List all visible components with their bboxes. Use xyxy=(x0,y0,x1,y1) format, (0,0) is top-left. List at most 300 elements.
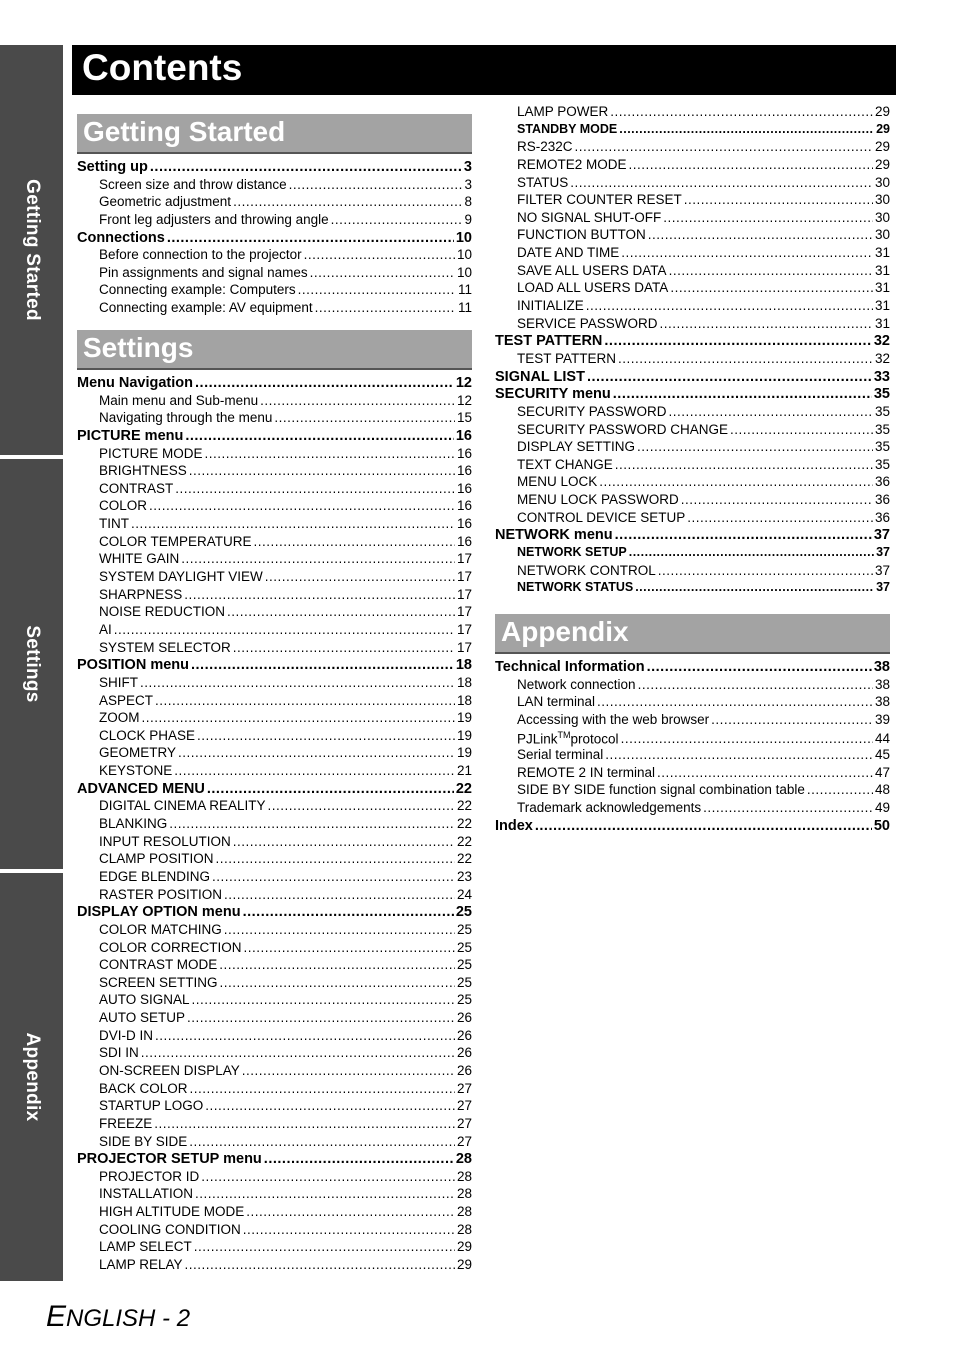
toc-entry-page: 29 xyxy=(874,156,890,172)
toc-entry[interactable] xyxy=(77,498,472,516)
toc-entry[interactable] xyxy=(77,1010,472,1028)
toc-dot-leader xyxy=(219,957,455,972)
toc-entry-title: DATE AND TIME xyxy=(517,245,620,261)
toc-entry-title: POSITION menu xyxy=(77,657,189,674)
toc-dot-leader xyxy=(174,763,455,778)
toc-entry-title: REMOTE 2 IN terminal xyxy=(517,764,656,780)
toc-entry[interactable] xyxy=(77,1116,472,1134)
toc-entry[interactable] xyxy=(77,1028,472,1046)
toc-entry[interactable] xyxy=(77,922,472,940)
toc-dot-leader xyxy=(207,781,454,797)
toc-entry-title: Main menu and Sub-menu xyxy=(99,392,259,408)
toc-dot-leader xyxy=(185,428,454,444)
toc-entry-page: 28 xyxy=(456,1221,472,1237)
toc-dot-leader xyxy=(141,1045,455,1060)
toc-entry[interactable] xyxy=(77,194,472,212)
toc-dot-leader xyxy=(140,675,455,690)
toc-entry-page: 22 xyxy=(456,833,472,849)
toc-dot-leader xyxy=(610,104,873,119)
toc-entry-title: SECURITY PASSWORD CHANGE xyxy=(517,421,729,437)
toc-entry-page: 3 xyxy=(464,176,472,192)
toc-entry[interactable] xyxy=(77,1098,472,1116)
toc-entry-page: 31 xyxy=(874,298,890,314)
toc-entry-title: SHIFT xyxy=(99,674,138,690)
toc-entry-page: 38 xyxy=(874,694,890,710)
toc-entry-page: 25 xyxy=(456,974,472,990)
toc-entry[interactable] xyxy=(77,904,472,922)
toc-entry-title: PICTURE MODE xyxy=(99,445,203,461)
section-heading-settings: Settings xyxy=(77,330,472,370)
toc-entry[interactable] xyxy=(495,298,890,316)
toc-settings xyxy=(77,375,472,1275)
toc-dot-leader xyxy=(681,492,873,507)
toc-entry-title: Front leg adjusters and throwing angle xyxy=(99,211,329,227)
toc-dot-leader xyxy=(619,122,874,136)
toc-entry[interactable] xyxy=(495,104,890,122)
toc-entry-page: 10 xyxy=(456,247,472,263)
toc-entry[interactable] xyxy=(495,510,890,528)
toc-entry-page: 47 xyxy=(874,764,890,780)
toc-entry-page: 26 xyxy=(456,1062,472,1078)
toc-entry-page: 35 xyxy=(874,456,890,472)
toc-entry-page: 29 xyxy=(456,1257,472,1273)
toc-entry-page: 29 xyxy=(874,104,890,119)
toc-entry[interactable] xyxy=(495,192,890,210)
toc-entry[interactable] xyxy=(495,474,890,492)
toc-entry-page: 17 xyxy=(456,586,472,602)
toc-entry[interactable] xyxy=(495,439,890,457)
toc-entry-page: 19 xyxy=(456,745,472,761)
toc-entry[interactable] xyxy=(77,159,472,177)
toc-entry-title: AI xyxy=(99,621,112,637)
toc-dot-leader xyxy=(178,745,455,760)
toc-entry[interactable] xyxy=(77,1134,472,1152)
page-title: Contents xyxy=(72,45,896,95)
toc-entry[interactable] xyxy=(495,457,890,475)
toc-dot-leader xyxy=(310,265,455,280)
toc-entry[interactable] xyxy=(77,587,472,605)
toc-dot-leader xyxy=(268,798,455,813)
toc-dot-leader xyxy=(587,369,872,385)
toc-entry[interactable] xyxy=(77,410,472,428)
trademark-superscript: TM xyxy=(557,729,571,740)
toc-entry[interactable] xyxy=(77,282,472,300)
toc-entry[interactable] xyxy=(495,369,890,387)
toc-entry-title: Before connection to the projector xyxy=(99,247,302,263)
toc-entry[interactable] xyxy=(77,710,472,728)
toc-entry[interactable] xyxy=(77,446,472,464)
toc-entry-page: 37 xyxy=(873,527,890,544)
toc-entry-title: Connections xyxy=(77,229,165,246)
toc-entry-page: 16 xyxy=(456,445,472,461)
toc-entry-page: 48 xyxy=(874,782,890,798)
toc-entry-title: TINT xyxy=(99,516,129,532)
toc-entry[interactable] xyxy=(495,386,890,404)
side-tab-label: Getting Started xyxy=(21,179,43,321)
toc-dot-leader xyxy=(189,1134,455,1149)
toc-entry-title: RASTER POSITION xyxy=(99,886,223,902)
toc-entry[interactable] xyxy=(495,580,890,598)
toc-entry[interactable] xyxy=(495,492,890,510)
toc-entry-title: SECURITY menu xyxy=(495,386,611,403)
toc-entry-page: 29 xyxy=(874,139,890,155)
toc-entry-title: COOLING CONDITION xyxy=(99,1221,241,1237)
toc-dot-leader xyxy=(597,694,873,709)
toc-entry-page: 10 xyxy=(455,229,472,246)
toc-dot-leader xyxy=(669,263,873,278)
section-heading-getting-started: Getting Started xyxy=(77,114,472,154)
toc-entry[interactable] xyxy=(77,1204,472,1222)
toc-entry-title: Technical Information xyxy=(495,659,645,675)
toc-entry-page: 26 xyxy=(456,1010,472,1026)
toc-entry[interactable] xyxy=(495,139,890,157)
toc-entry-page: 19 xyxy=(456,727,472,743)
toc-entry[interactable] xyxy=(495,280,890,298)
toc-entry[interactable] xyxy=(495,351,890,369)
toc-entry[interactable] xyxy=(77,1151,472,1169)
toc-dot-leader xyxy=(194,1239,455,1254)
toc-entry[interactable] xyxy=(77,816,472,834)
toc-entry-page: 30 xyxy=(874,227,890,243)
toc-entry[interactable] xyxy=(77,534,472,552)
toc-entry[interactable] xyxy=(77,763,472,781)
toc-entry-title: Trademark acknowledgements xyxy=(517,800,702,816)
toc-entry-title: HIGH ALTITUDE MODE xyxy=(99,1204,245,1220)
toc-entry[interactable] xyxy=(495,659,890,677)
toc-entry-page: 36 xyxy=(874,509,890,525)
toc-entry-title: LAN terminal xyxy=(517,694,596,710)
toc-entry[interactable] xyxy=(77,1169,472,1187)
toc-entry-title: LAMP POWER xyxy=(517,104,609,119)
toc-entry[interactable] xyxy=(77,1186,472,1204)
toc-entry[interactable] xyxy=(77,375,472,393)
toc-entry-title: EDGE BLENDING xyxy=(99,868,211,884)
toc-entry-page: 27 xyxy=(456,1133,472,1149)
toc-entry[interactable] xyxy=(77,1239,472,1257)
toc-entry-title: STATUS xyxy=(517,174,569,190)
toc-entry-title: TEXT CHANGE xyxy=(517,456,613,472)
toc-entry-title: Pin assignments and signal names xyxy=(99,264,308,280)
toc-entry-page: 29 xyxy=(876,121,890,136)
toc-entry-page: 27 xyxy=(456,1080,472,1096)
toc-dot-leader xyxy=(243,904,454,920)
toc-dot-leader xyxy=(197,728,455,743)
toc-entry-page: 24 xyxy=(456,886,472,902)
toc-dot-leader xyxy=(142,710,455,725)
toc-entry-title: LOAD ALL USERS DATA xyxy=(517,280,669,296)
toc-dot-leader xyxy=(224,887,455,902)
toc-appendix xyxy=(495,659,890,835)
toc-dot-leader xyxy=(175,481,455,496)
toc-entry[interactable] xyxy=(495,800,890,818)
toc-entry[interactable] xyxy=(495,157,890,175)
toc-entry[interactable] xyxy=(77,1257,472,1275)
toc-entry[interactable] xyxy=(77,693,472,711)
toc-entry-title: MENU LOCK PASSWORD xyxy=(517,492,679,508)
toc-entry-page: 17 xyxy=(456,621,472,637)
toc-dot-leader xyxy=(224,922,455,937)
toc-entry-title: INITIALIZE xyxy=(517,298,584,314)
toc-entry-title: PROJECTOR ID xyxy=(99,1168,200,1184)
toc-dot-leader xyxy=(298,282,456,297)
toc-entry[interactable] xyxy=(77,675,472,693)
toc-entry[interactable] xyxy=(495,122,890,140)
toc-entry-page: 16 xyxy=(455,427,472,444)
toc-entry[interactable] xyxy=(77,393,472,411)
toc-entry[interactable] xyxy=(77,604,472,622)
toc-entry-title: CLAMP POSITION xyxy=(99,851,214,867)
toc-entry-page: 45 xyxy=(874,747,890,763)
toc-entry-page: 16 xyxy=(456,463,472,479)
toc-dot-leader xyxy=(149,498,455,513)
toc-entry-page: 12 xyxy=(456,392,472,408)
toc-dot-leader xyxy=(289,177,463,192)
toc-dot-leader xyxy=(304,247,455,262)
toc-dot-leader xyxy=(660,316,873,331)
toc-entry[interactable] xyxy=(77,569,472,587)
toc-entry-title: TEST PATTERN xyxy=(495,333,603,350)
toc-entry[interactable] xyxy=(495,563,890,581)
toc-entry-page: 8 xyxy=(464,194,472,210)
toc-entry[interactable] xyxy=(77,745,472,763)
toc-dot-leader xyxy=(131,516,455,531)
toc-entry[interactable] xyxy=(77,781,472,799)
toc-dot-leader xyxy=(242,1063,455,1078)
toc-dot-leader xyxy=(638,677,873,692)
toc-entry[interactable] xyxy=(495,210,890,228)
toc-entry[interactable] xyxy=(77,640,472,658)
footer-text: NGLISH - 2 xyxy=(66,1305,191,1332)
toc-entry-title: COLOR TEMPERATURE xyxy=(99,533,252,549)
toc-entry-page: 9 xyxy=(464,211,472,227)
toc-entry-title: Index xyxy=(495,817,533,834)
toc-entry[interactable] xyxy=(77,851,472,869)
toc-entry-page: 26 xyxy=(456,1027,472,1043)
toc-dot-leader xyxy=(246,1204,455,1219)
toc-dot-leader xyxy=(220,975,455,990)
toc-dot-leader xyxy=(260,393,455,408)
toc-entry-page: 35 xyxy=(874,439,890,455)
toc-dot-leader xyxy=(648,227,873,242)
toc-entry[interactable] xyxy=(495,730,890,748)
toc-dot-leader xyxy=(167,230,454,246)
toc-entry-page: 16 xyxy=(456,533,472,549)
toc-dot-leader xyxy=(233,834,455,849)
toc-entry-title: Serial terminal xyxy=(517,747,604,763)
toc-entry[interactable] xyxy=(77,975,472,993)
toc-entry-page: 10 xyxy=(456,264,472,280)
toc-entry-page: 50 xyxy=(873,817,890,834)
toc-dot-leader xyxy=(604,333,871,349)
toc-dot-leader xyxy=(191,657,454,673)
toc-entry-page: 3 xyxy=(463,159,472,175)
toc-entry[interactable] xyxy=(495,263,890,281)
toc-entry[interactable] xyxy=(495,227,890,245)
toc-entry[interactable] xyxy=(77,212,472,230)
toc-entry[interactable] xyxy=(77,230,472,248)
toc-entry-title: DVI-D IN xyxy=(99,1027,153,1043)
toc-dot-leader xyxy=(185,1257,455,1272)
toc-entry-page: 37 xyxy=(874,562,890,578)
toc-entry-title: COLOR xyxy=(99,498,148,514)
toc-entry[interactable] xyxy=(495,545,890,563)
toc-dot-leader xyxy=(657,765,873,780)
toc-entry[interactable] xyxy=(495,712,890,730)
toc-entry-page: 21 xyxy=(456,763,472,779)
toc-entry[interactable] xyxy=(495,245,890,263)
toc-entry-title: Menu Navigation xyxy=(77,375,194,391)
toc-entry-page: 23 xyxy=(456,868,472,884)
toc-entry[interactable] xyxy=(77,1063,472,1081)
toc-entry[interactable] xyxy=(77,247,472,265)
toc-entry-page: 19 xyxy=(456,710,472,726)
toc-entry-title: Connecting example: AV equipment xyxy=(99,300,313,316)
toc-dot-leader xyxy=(212,869,455,884)
toc-entry-title: WHITE GAIN xyxy=(99,551,180,567)
toc-entry[interactable] xyxy=(77,551,472,569)
toc-entry[interactable] xyxy=(495,422,890,440)
toc-entry-title: NETWORK STATUS xyxy=(517,580,634,595)
toc-dot-leader xyxy=(201,1169,455,1184)
toc-entry[interactable] xyxy=(77,481,472,499)
toc-entry-page: 25 xyxy=(456,921,472,937)
toc-entry[interactable] xyxy=(77,428,472,446)
toc-entry[interactable] xyxy=(77,1045,472,1063)
toc-entry-title: ADVANCED MENU xyxy=(77,780,205,797)
toc-entry-page: 39 xyxy=(874,711,890,727)
toc-entry[interactable] xyxy=(495,175,890,193)
toc-entry-title: CONTRAST xyxy=(99,480,174,496)
toc-entry-title: NOISE REDUCTION xyxy=(99,604,226,620)
toc-entry-title: SHARPNESS xyxy=(99,586,183,602)
toc-entry-title: STANDBY MODE xyxy=(517,121,618,136)
toc-entry[interactable] xyxy=(495,677,890,695)
toc-dot-leader xyxy=(184,587,455,602)
toc-entry[interactable] xyxy=(77,622,472,640)
side-tab-label: Appendix xyxy=(21,1032,43,1122)
toc-entry[interactable] xyxy=(77,992,472,1010)
toc-entry-page: 16 xyxy=(456,516,472,532)
toc-entry-title: LAMP SELECT xyxy=(99,1239,192,1255)
toc-entry[interactable] xyxy=(495,333,890,351)
toc-entry-title: FUNCTION BUTTON xyxy=(517,227,646,243)
toc-entry[interactable] xyxy=(495,316,890,334)
toc-entry-title: ASPECT xyxy=(99,692,154,708)
toc-entry[interactable] xyxy=(77,300,472,318)
toc-entry-title: Navigating through the menu xyxy=(99,410,273,426)
toc-entry[interactable] xyxy=(77,798,472,816)
toc-entry-title: NETWORK SETUP xyxy=(517,545,627,560)
toc-entry[interactable] xyxy=(495,404,890,422)
toc-entry-page: 28 xyxy=(456,1204,472,1220)
toc-dot-leader xyxy=(169,816,455,831)
toc-dot-leader xyxy=(670,280,873,295)
toc-entry-title: COLOR MATCHING xyxy=(99,921,222,937)
toc-dot-leader xyxy=(599,474,873,489)
toc-entry-page: 22 xyxy=(456,816,472,832)
toc-dot-leader xyxy=(669,404,873,419)
toc-entry-page: 35 xyxy=(874,421,890,437)
toc-entry-title: FREEZE xyxy=(99,1115,153,1131)
toc-entry-page: 18 xyxy=(456,692,472,708)
toc-entry[interactable] xyxy=(77,957,472,975)
toc-entry-title: Connecting example: Computers xyxy=(99,282,296,298)
toc-entry-title: Accessing with the web browser xyxy=(517,711,710,727)
toc-entry[interactable] xyxy=(495,527,890,545)
toc-dot-leader xyxy=(265,569,455,584)
toc-entry-title: DISPLAY SETTING xyxy=(517,439,636,455)
toc-dot-leader xyxy=(575,139,873,154)
toc-entry[interactable] xyxy=(495,765,890,783)
toc-entry-page: 16 xyxy=(456,498,472,514)
toc-entry-title: MENU LOCK xyxy=(517,474,598,490)
toc-entry-page: 44 xyxy=(874,731,890,747)
toc-entry-title: COLOR CORRECTION xyxy=(99,939,242,955)
toc-entry[interactable] xyxy=(77,728,472,746)
toc-entry[interactable] xyxy=(77,516,472,534)
side-tab-getting-started[interactable] xyxy=(0,45,63,455)
toc-entry-title: SIDE BY SIDE function signal combination table xyxy=(517,782,805,798)
toc-entry-title: SIDE BY SIDE xyxy=(99,1133,188,1149)
toc-entry-page: 32 xyxy=(874,350,890,366)
toc-entry-title: SERVICE PASSWORD xyxy=(517,315,658,331)
toc-entry-title: INPUT RESOLUTION xyxy=(99,833,231,849)
toc-dot-leader xyxy=(190,1081,455,1096)
toc-entry-page: 25 xyxy=(456,939,472,955)
toc-entry[interactable] xyxy=(77,940,472,958)
toc-entry-page: 11 xyxy=(457,282,472,298)
toc-entry[interactable] xyxy=(77,657,472,675)
toc-entry-page: 11 xyxy=(457,300,472,316)
toc-entry-page: 15 xyxy=(456,410,472,426)
toc-entry-title: CONTRAST MODE xyxy=(99,957,218,973)
toc-entry-page: 30 xyxy=(874,209,890,225)
toc-entry-page: 25 xyxy=(455,904,472,921)
toc-entry[interactable] xyxy=(495,747,890,765)
toc-entry[interactable] xyxy=(77,1081,472,1099)
toc-entry-title: NETWORK CONTROL xyxy=(517,562,656,578)
toc-dot-leader xyxy=(227,604,455,619)
toc-dot-leader xyxy=(274,410,455,425)
toc-entry[interactable] xyxy=(495,694,890,712)
toc-entry-page: 22 xyxy=(456,798,472,814)
toc-entry[interactable] xyxy=(495,782,890,800)
toc-entry-title: INSTALLATION xyxy=(99,1186,194,1202)
toc-entry-page: 22 xyxy=(455,780,472,797)
toc-dot-leader xyxy=(621,245,873,260)
toc-entry[interactable] xyxy=(77,834,472,852)
toc-dot-leader xyxy=(586,298,873,313)
toc-entry-page: 49 xyxy=(874,800,890,816)
toc-entry-page: 12 xyxy=(455,375,472,391)
toc-dot-leader xyxy=(181,551,455,566)
toc-dot-leader xyxy=(615,457,873,472)
toc-entry[interactable] xyxy=(77,265,472,283)
toc-entry[interactable] xyxy=(77,463,472,481)
toc-entry-title: Setting up xyxy=(77,159,148,175)
side-tab-appendix[interactable] xyxy=(0,873,63,1281)
toc-dot-leader xyxy=(807,782,873,797)
toc-entry[interactable] xyxy=(77,887,472,905)
toc-entry-page: 37 xyxy=(876,545,890,560)
toc-entry[interactable] xyxy=(77,1222,472,1240)
toc-entry[interactable] xyxy=(77,177,472,195)
toc-entry-page: 36 xyxy=(874,492,890,508)
toc-entry[interactable] xyxy=(495,818,890,836)
toc-entry[interactable] xyxy=(77,869,472,887)
toc-dot-leader xyxy=(195,1186,455,1201)
side-tab-settings[interactable] xyxy=(0,459,63,869)
